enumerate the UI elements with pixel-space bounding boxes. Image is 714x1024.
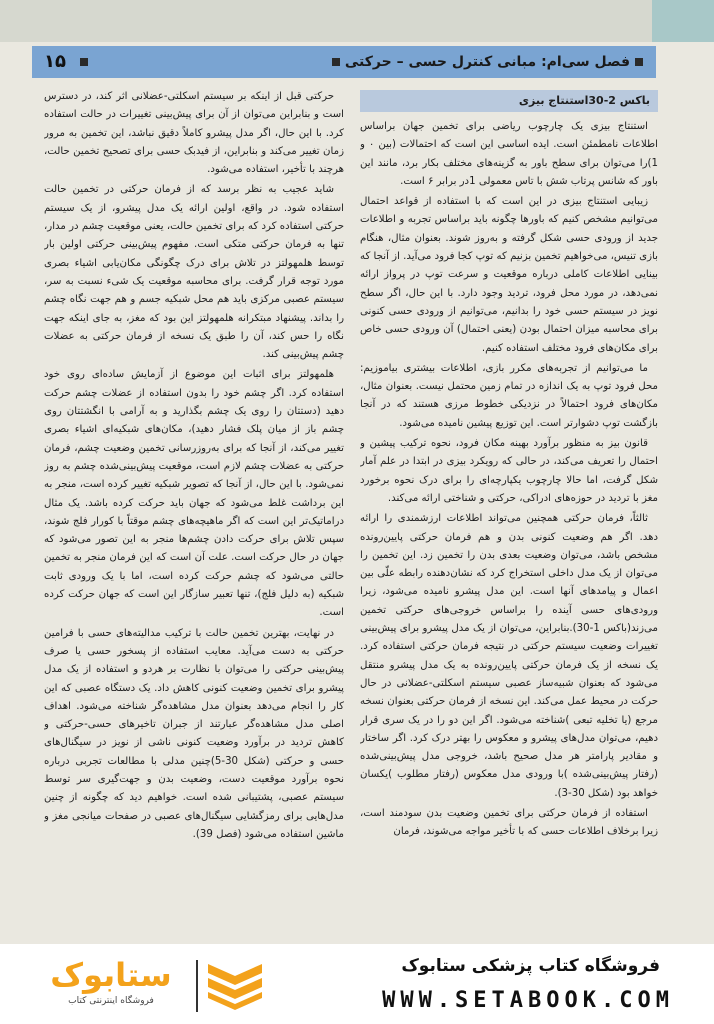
logo-divider xyxy=(196,960,198,1012)
top-teal-strip xyxy=(652,0,714,42)
paragraph: هلمهولتز برای اثبات این موضوع از آزمایش ساده‌ای روی خود استفاده کرد. اگر چشم خود را بدون استفاده از عضلات چشم حرکت دهید (دستتان را روی یک چشم بگذارید و به آرامی با انگشتتان روی چشم باز از میان پلک فشار دهید)، مکان‌های شبکیه‌ای اشیاء بصری تغییر می‌کند، از آنجا که برای به‌روزرسانی تخمین وضعیت چشم، فرمان حرکتی به عضلات چشم لازم است، موقعیت پیش‌بینی‌شده چشم به روز نمی‌شود. با این حال، از آنجا که تصویر شبکیه تغییر کرده است، منجر به این برداشت غلط می‌شود که جهان باید حرکت کرده باشد. یک مثال دراماتیک‌تر این است که اگر ماهیچه‌های چشم موقتاً با کورار فلج شوند، سپس تلاش برای حرکت دادن چشم‌ها منجر به این تصور می‌شود که جهان در حال حرکت است. علت آن است که این فرمان منجر به تخمین حالتی می‌شود که چشم حرکت کرده است، اما با یک ورودی ثابت شبکیه (به دلیل فلج)، تنها تعبیر سازگار این است که جهان حرکت کرده است. xyxy=(44,369,344,619)
top-band xyxy=(0,0,714,42)
store-footer xyxy=(0,944,714,1024)
box-title: باکس 2-30استنتاج بیزی xyxy=(360,90,658,112)
square-bullet-icon xyxy=(80,58,88,66)
paragraph: در نهایت، بهترین تخمین حالت با ترکیب مدالیته‌های حسی با فرامین حرکتی به دست می‌آید. معایب استفاده از پسخور حسی یا صرف پیش‌بینی حرکتی را می‌توان با نظارت بر هردو و استفاده از یک مدل پیشرو برای تخمین وضعیت کنونی کاهش داد. یک دستگاه عصبی که این کار را انجام می‌دهد بعنوان مدل مشاهده‌گر شناخته می‌شود. اهداف اصلی مدل مشاهده‌گر عبارتند از جبران تاخیرهای حسی-حرکتی و کاهش تردید در برآورد وضعیت کنونی ناشی از نویز در سیگنال‌های حسی و حرکتی (شکل 30-5)چنین مدلی با مطالعات تجربی درباره نحوه برآورد موقعیت دست، وضعیت بدن و جهت‌گیری سر توسط سیستم عصبی، پشتیبانی شده است. خواهیم دید که چگونه از چنین مدل‌هایی برای رمزگشایی سیگنال‌های عصبی در صفحات میانجی مغز و ماشین استفاده می‌شود (فصل 39). xyxy=(44,627,344,840)
paragraph: قانون بیز به منظور برآورد بهینه مکان فرود، نحوه ترکیب پیشین و احتمال را تعریف می‌کند، در حالی که رویکرد بیزی در ابتدا در علم آمار شکل گرفت، اما حالا چارچوب یکپارچه‌ای را برای درک نحوه برخورد مغز با تردید در حوزه‌های ادراکی، حرکتی و شناختی ارائه می‌کند. xyxy=(360,438,658,504)
left-column xyxy=(44,88,344,944)
paragraph: زیبایی استنتاج بیزی در این است که با استفاده از قواعد احتمال می‌توانیم مشخص کنیم که باورها چگونه باید براساس تجربه و اطلاعات جدید از ورودی حسی شکل گرفته و به‌روز شوند. بعنوان مثال، هنگام بازی تنیس، می‌خواهیم تخمین بزنیم که توپ کجا فرود می‌آید. از آنجا که بینایی اطلاعات کاملی درباره موقعیت و سرعت توپ در پرواز ارائه نمی‌دهد، در مورد محل فرود، تردید وجود دارد. با این حال، اگر سطح نویز در سیستم حسی خود را بدانیم، می‌توانیم از ورودی حسی کنونی برای محاسبه میزان احتمال بودن (یعنی احتمال) آن ورودی حسی خاص برای مکان‌های فرود مختلف استفاده کنیم. xyxy=(360,196,658,354)
store-name: فروشگاه کتاب پزشکی ستابوک xyxy=(401,956,660,976)
chapter-title: فصل سی‌ام: مبانی کنترل حسی – حرکتی xyxy=(344,54,630,70)
logo-name: ستابوک xyxy=(50,956,172,994)
paragraph: ثالثاً، فرمان حرکتی همچنین می‌تواند اطلاعات ارزشمندی را ارائه دهد. اگر هم وضعیت کنونی بدن و هم فرمان حرکتی پایین‌رونده مشخص باشد، می‌توان وضعیت بعدی بدن را تخمین زد. این تخمین را می‌توان از یک مدل داخلی استخراج کرد که نشان‌دهنده رابطه علّی بین اعمال و پیامدهای آنها است. این مدل پیشرو نامیده می‌شود، زیرا ورودی‌های حسی آینده را براساس خروجی‌های حرکتی تخمین می‌زند(باکس 1-30).بنابراین، می‌توان از یک مدل پیشرو برای پیش‌بینی تغییرات وضعیت سیستم حرکتی در نتیجه فرمان حرکتی استفاده کرد. یک نسخه از یک فرمان حرکتی پایین‌رونده به یک مدل پیشرو منتقل می‌شود که بعنوان شبیه‌ساز عصبی سیستم اسکلتی-عضلانی در حال حرکت در محیط عمل می‌کند. این نسخه از فرمان حرکتی بعنوان نسخه مرجع (یا تخلیه تبعی )شناخته می‌شود. اگر این دو را در یک سری قرار دهیم، می‌توان مدل‌های پیشرو و معکوس را بهتر درک کرد. اگر ساختار و مقادیر پارامتر هر مدل صحیح باشد، خروجی مدل پیش‌بینی‌شده (رفتار پیش‌بینی‌شده )با ورودی مدل معکوس (رفتار مطلوب )یکسان خواهد بود (شکل 30-3). xyxy=(360,513,658,799)
store-url-link[interactable]: WWW.SETABOOK.COM xyxy=(382,988,674,1013)
chapter-header-bar xyxy=(32,46,656,78)
chevron-stack-icon xyxy=(208,964,262,1010)
square-bullet-icon xyxy=(332,58,340,66)
square-bullet-icon xyxy=(635,58,643,66)
paragraph: حرکتی قبل از اینکه بر سیستم اسکلتی-عضلانی اثر کند، در دسترس است و بنابراین می‌توان از آن برای پیش‌بینی تغییرات در حالت استفاده کرد. با این حال، اگر مدل پیشرو کاملاً دقیق نباشد، این تخمین به مرور زمان تغییر می‌کند و بنابراین، از فیدبک حسی برای تصحیح تخمین حالت، هرچند با تأخیر، استفاده می‌شود. xyxy=(44,91,344,176)
logo-subtitle: فروشگاه اینترنتی کتاب xyxy=(68,996,154,1006)
paragraph: شاید عجیب به نظر برسد که از فرمان حرکتی در تخمین حالت استفاده شود. در واقع، اولین ارائه یک مدل پیشرو، از یک سیستم حرکتی استفاده کرد که برای تخمین حالت، یعنی موقعیت چشم در مدار، تنها به فرمان حرکتی متکی است. مفهوم پیش‌بینی حرکتی اولین بار توسط هلمهولتز در تلاش برای درک چگونگی مکان‌یابی اشیاء بصری مورد توجه قرار گرفت. برای محاسبه موقعیت یک شیء نسبت به سر، سیستم عصبی مرکزی باید هم محل شبکیه جسم و هم جهت نگاه چشم را بداند. پیشنهاد مبتکرانه هلمهولتز این بود که مغز، به جای اینکه جهت نگاه را حس کند، آن را طبق یک نسخه از فرمان حرکتی به عضلات چشم پیش‌بینی کند. xyxy=(44,184,344,361)
store-logo xyxy=(36,954,276,1016)
paragraph: استنتاج بیزی یک چارچوب ریاضی برای تخمین جهان براساس اطلاعات نامطمئن است. ایده اساسی این است که احتمالات (بین ۰ و 1)را می‌توان برای سطح باور به گزینه‌های مختلف بکار برد، مانند این باور که شانس پرتاب شش با تاس معمولی 1در برابر ۶ است. xyxy=(360,121,658,187)
page-number: ۱۵ xyxy=(44,51,66,72)
paragraph: استفاده از فرمان حرکتی برای تخمین وضعیت بدن سودمند است، زیرا برخلاف اطلاعات حسی که با تأخیر مواجه می‌شوند، فرمان xyxy=(360,807,658,838)
right-column xyxy=(360,90,658,944)
paragraph: ما می‌توانیم از تجربه‌های مکرر بازی، اطلاعات بیشتری بیاموزیم: محل فرود توپ به یک اندازه در تمام زمین محتمل نیست. بعنوان مثال، مکان‌های فرود احتمالاً در نزدیکی خطوط مرزی هستند که در آنجا بازگشت توپ دشوارتر است. این توزیع پیشین نامیده می‌شود. xyxy=(360,362,658,429)
